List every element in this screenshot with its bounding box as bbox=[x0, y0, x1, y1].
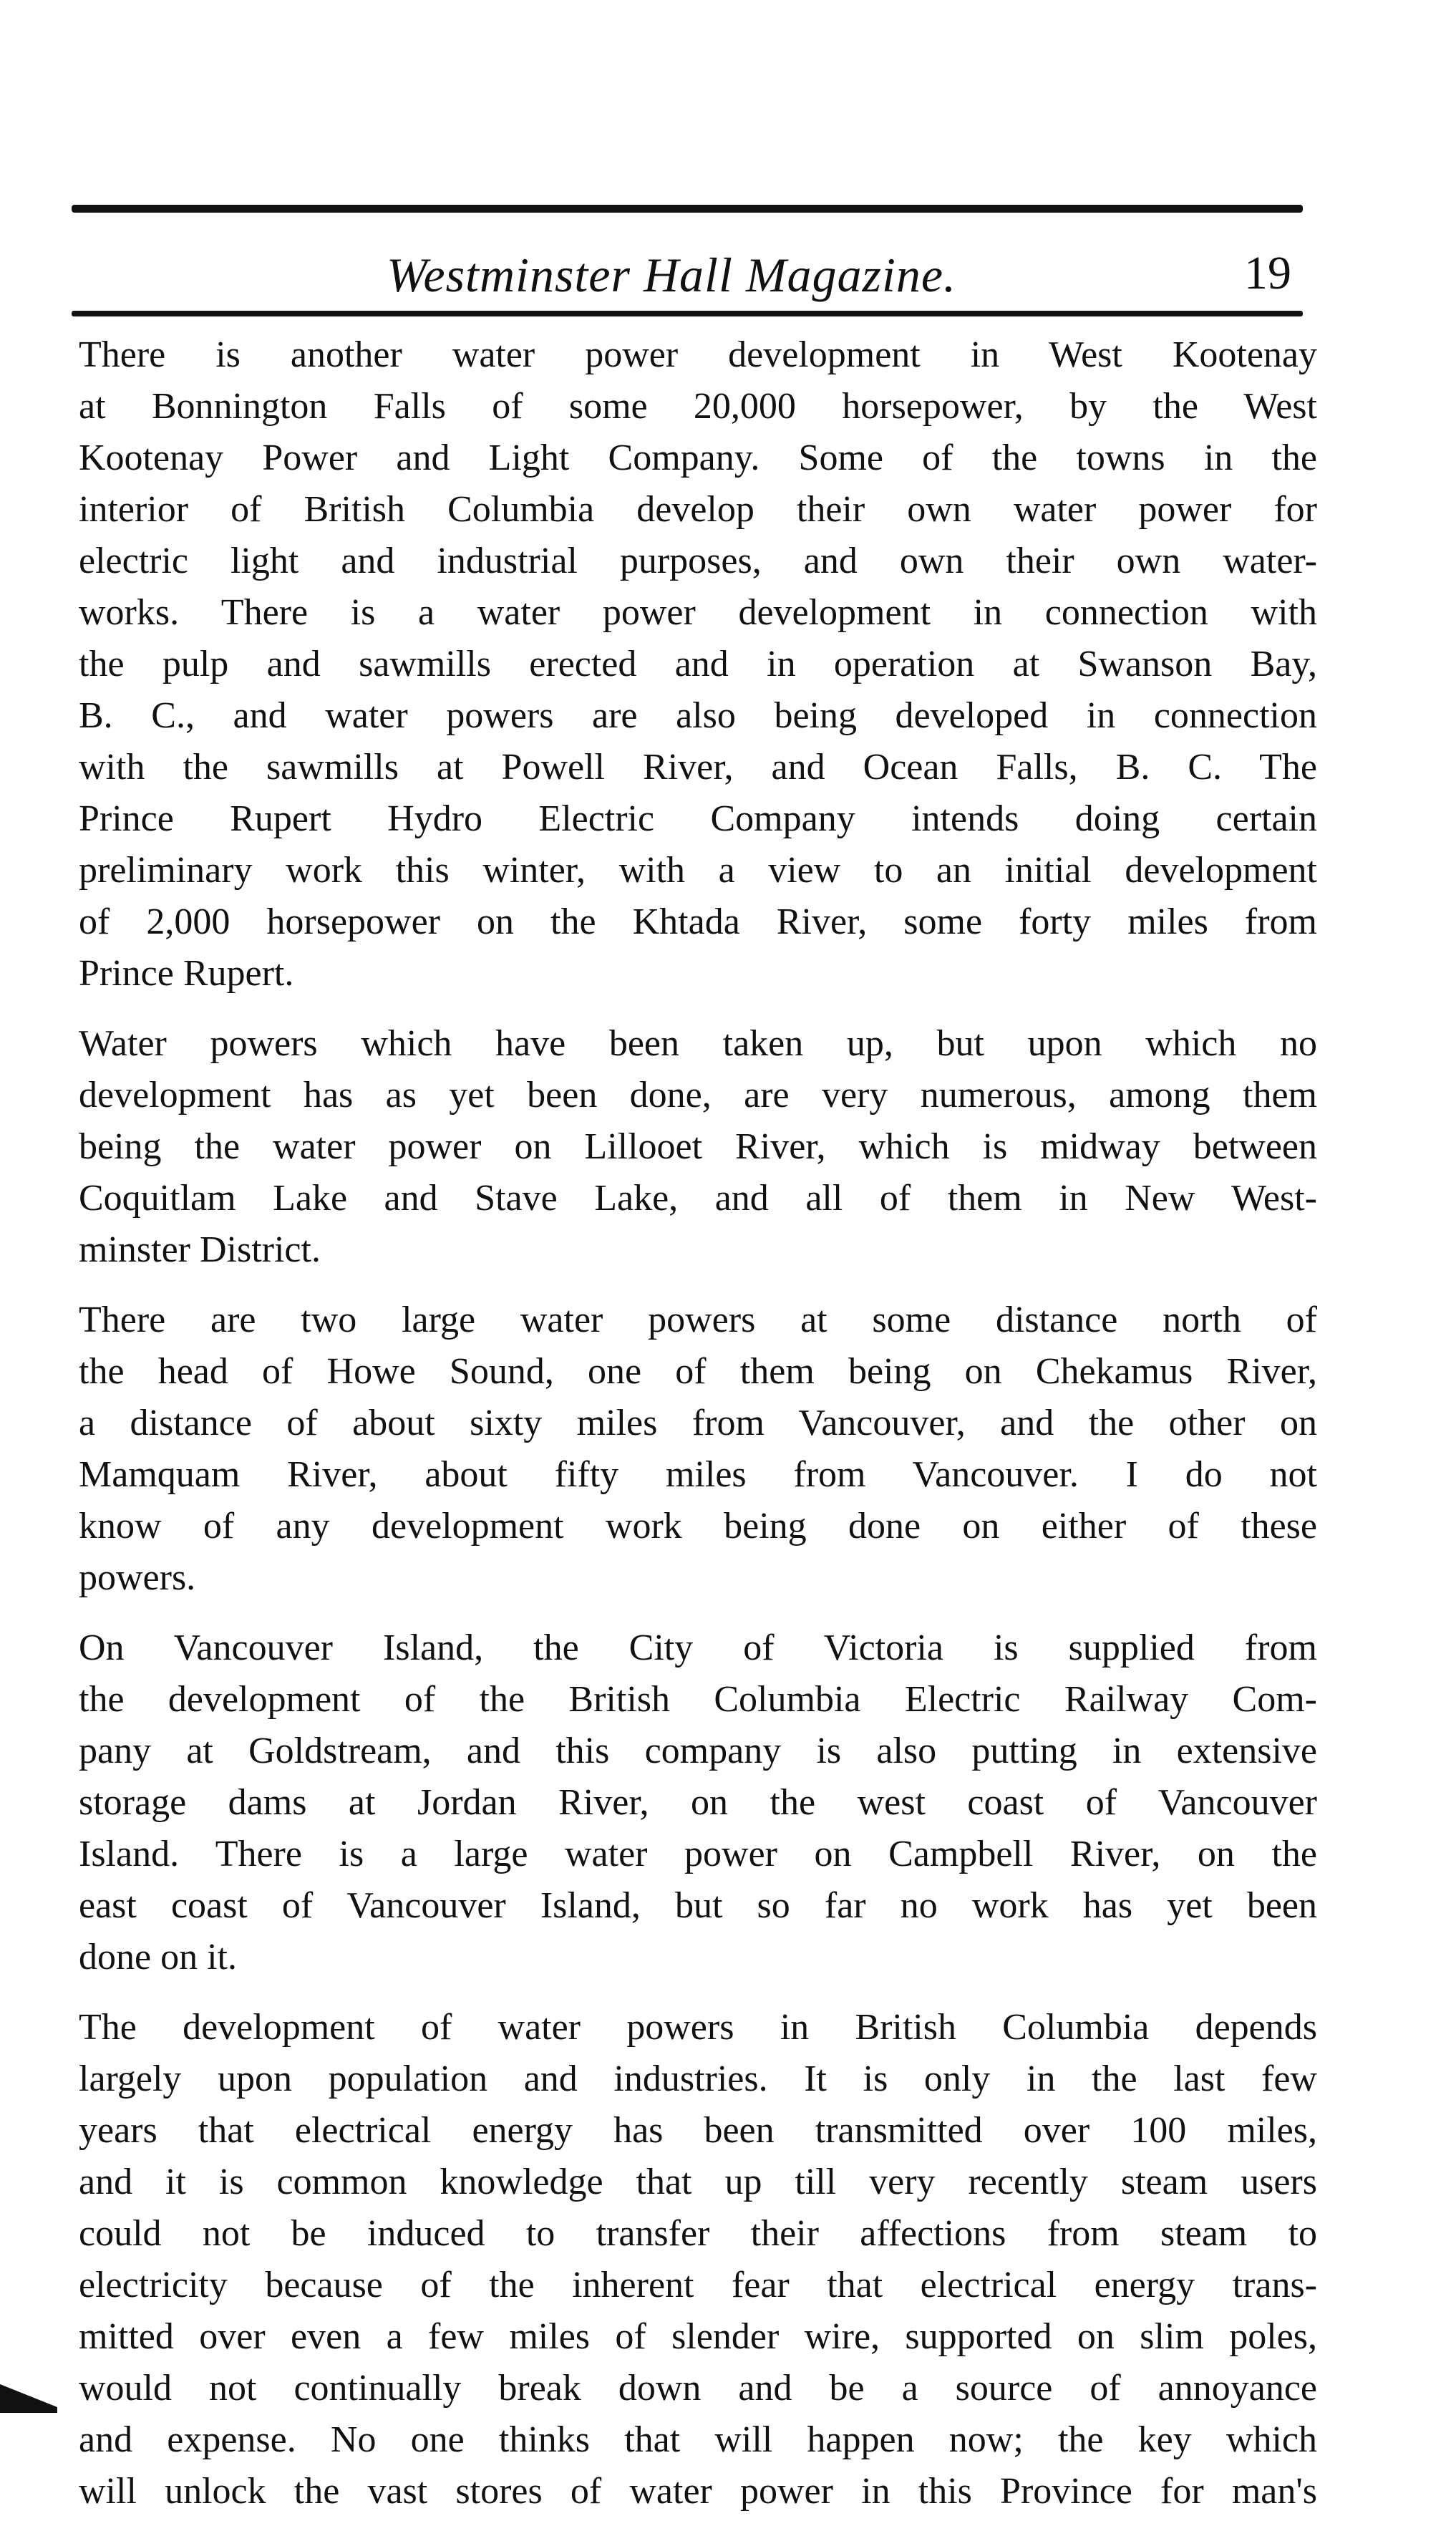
text-line: the head of Howe Sound, one of them being on Chekamus River, bbox=[79, 1351, 1317, 1392]
text-line: know of any development work being done on either of these bbox=[79, 1506, 1317, 1547]
paragraph-1-opening-line: There is another water power development in West Kootenay bbox=[79, 334, 1317, 375]
text-line: the development of the British Columbia Electric Railway Com- bbox=[79, 1679, 1317, 1720]
text-line: years that electrical energy has been transmitted over 100 miles, bbox=[79, 2110, 1317, 2151]
text-line: would not continually break down and be a source of annoyance bbox=[79, 2368, 1317, 2409]
text-line: preliminary work this winter, with a view to an initial development bbox=[79, 850, 1317, 891]
text-line: and it is common knowledge that up till very recently steam users bbox=[79, 2162, 1317, 2202]
text-line: interior of British Columbia develop their own water power for bbox=[79, 489, 1317, 530]
text-line: Island. There is a large water power on Campbell River, on the bbox=[79, 1834, 1317, 1874]
text-line: development has as yet been done, are very numerous, among them bbox=[79, 1075, 1317, 1115]
paragraph-3 bbox=[79, 1294, 1317, 1604]
text-line: could not be induced to transfer their affections from steam to bbox=[79, 2213, 1317, 2254]
text-line: done on it. bbox=[79, 1937, 237, 1978]
paragraph-1 bbox=[79, 329, 1317, 1000]
text-line: The development of water powers in British Columbia depends bbox=[79, 2007, 1317, 2048]
article-body bbox=[79, 329, 1317, 2536]
text-line: largely upon population and industries. It is only in the last few bbox=[79, 2058, 1317, 2099]
text-line: storage dams at Jordan River, on the west coast of Vancouver bbox=[79, 1782, 1317, 1823]
text-line: powers. bbox=[79, 1557, 196, 1598]
text-line: of 2,000 horsepower on the Khtada River, some forty miles from bbox=[79, 901, 1317, 942]
paragraph-5 bbox=[79, 2002, 1317, 2517]
text-line: being the water power on Lillooet River, which is midway between bbox=[79, 1126, 1317, 1167]
text-line: Coquitlam Lake and Stave Lake, and all of them in New West- bbox=[79, 1178, 1317, 1219]
text-line: a distance of about sixty miles from Vancouver, and the other on bbox=[79, 1403, 1317, 1443]
header-bottom-rule bbox=[72, 311, 1303, 316]
text-line: Mamquam River, about fifty miles from Vancouver. I do not bbox=[79, 1454, 1317, 1495]
text-line: electricity because of the inherent fear that electrical energy trans- bbox=[79, 2265, 1317, 2305]
paragraph-2 bbox=[79, 1018, 1317, 1276]
text-line: There are two large water powers at some distance north of bbox=[79, 1300, 1317, 1340]
text-line: Kootenay Power and Light Company. Some of the towns in the bbox=[79, 437, 1317, 478]
text-line: pany at Goldstream, and this company is also putting in extensive bbox=[79, 1731, 1317, 1771]
text-line: minster District. bbox=[79, 1229, 321, 1270]
text-line: Prince Rupert Hydro Electric Company intends doing certain bbox=[79, 798, 1317, 839]
text-line: On Vancouver Island, the City of Victoria is supplied from bbox=[79, 1627, 1317, 1668]
header-top-rule bbox=[72, 205, 1303, 213]
page-number: 19 bbox=[1244, 247, 1291, 299]
text-line: works. There is a water power development in connection with bbox=[79, 592, 1317, 633]
text-line: with the sawmills at Powell River, and Ocean Falls, B. C. The bbox=[79, 747, 1317, 788]
text-line: Water powers which have been taken up, but upon which no bbox=[79, 1023, 1317, 1064]
text-line: the pulp and sawmills erected and in operation at Swanson Bay, bbox=[79, 644, 1317, 684]
running-title: Westminster Hall Magazine. bbox=[387, 248, 957, 302]
text-line: at Bonnington Falls of some 20,000 horsepower, by the West bbox=[79, 386, 1317, 427]
text-line: will unlock the vast stores of water power in this Province for man's bbox=[79, 2471, 1317, 2512]
text-line: Prince Rupert. bbox=[79, 953, 294, 994]
page-edge-mark bbox=[0, 2384, 57, 2413]
text-line: mitted over even a few miles of slender wire, supported on slim poles, bbox=[79, 2316, 1317, 2357]
text-line: electric light and industrial purposes, and own their own water- bbox=[79, 541, 1317, 581]
text-line: east coast of Vancouver Island, but so far no work has yet been bbox=[79, 1885, 1317, 1926]
paragraph-4 bbox=[79, 1622, 1317, 1983]
text-line: B. C., and water powers are also being developed in connection bbox=[79, 695, 1317, 736]
text-line: and expense. No one thinks that will happen now; the key which bbox=[79, 2419, 1317, 2460]
